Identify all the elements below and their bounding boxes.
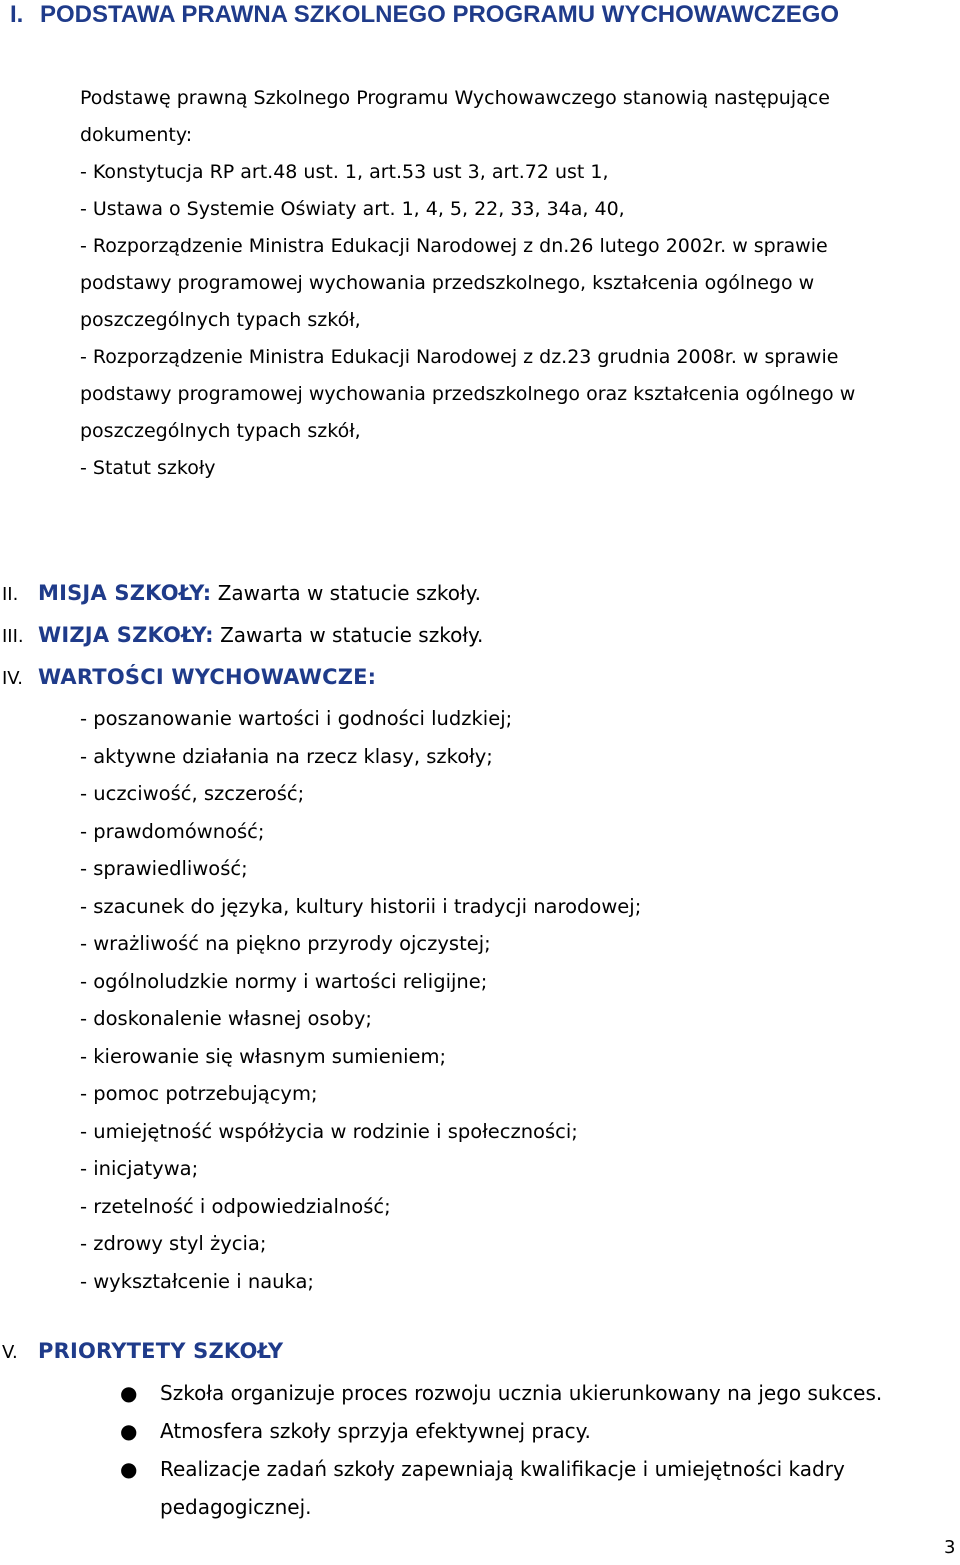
bullet-icon: ● bbox=[120, 1381, 138, 1405]
section-number: IV. bbox=[2, 668, 24, 689]
bullet-icon: ● bbox=[120, 1457, 138, 1481]
section-number: I. bbox=[10, 1, 24, 28]
list-item: - zdrowy styl życia; bbox=[80, 1232, 267, 1255]
section-text: Zawarta w statucie szkoły. bbox=[213, 623, 484, 647]
legal-basis-line: dokumenty: bbox=[80, 124, 193, 146]
section-values bbox=[2, 662, 942, 694]
list-item-text: Szkoła organizuje proces rozwoju ucznia ukierunkowany na jego sukces. bbox=[160, 1381, 883, 1405]
list-item: - prawdomówność; bbox=[80, 819, 265, 843]
list-item bbox=[120, 1374, 950, 1412]
section-vision bbox=[2, 620, 942, 652]
legal-basis-paragraph bbox=[80, 80, 950, 487]
list-item bbox=[120, 1412, 950, 1450]
list-item: - szacunek do języka, kultury historii i tradycji narodowej; bbox=[80, 894, 642, 918]
section-number: III. bbox=[2, 626, 24, 647]
legal-basis-line: podstawy programowej wychowania przedszkolnego, kształcenia ogólnego w bbox=[80, 272, 815, 294]
list-item-text: Realizacje zadań szkoły zapewniają kwalifikacje i umiejętności kadry bbox=[160, 1457, 845, 1481]
section-title: MISJA SZKOŁY: bbox=[38, 581, 212, 605]
list-item: - wrażliwość na piękno przyrody ojczystej; bbox=[80, 932, 491, 955]
legal-basis-line: poszczególnych typach szkół, bbox=[80, 420, 361, 442]
section-number: V. bbox=[2, 1342, 18, 1363]
list-item: - poszanowanie wartości i godności ludzkiej; bbox=[80, 707, 513, 730]
bullet-icon: ● bbox=[120, 1419, 138, 1443]
legal-basis-line: - Statut szkoły bbox=[80, 457, 216, 479]
section-heading-legal-basis bbox=[10, 0, 940, 30]
list-item-text: Atmosfera szkoły sprzyja efektywnej pracy. bbox=[160, 1419, 591, 1443]
section-text: Zawarta w statucie szkoły. bbox=[211, 581, 481, 605]
legal-basis-line: poszczególnych typach szkół, bbox=[80, 309, 361, 331]
list-item: - kierowanie się własnym sumieniem; bbox=[80, 1044, 447, 1068]
section-title: PRIORYTETY SZKOŁY bbox=[38, 1339, 284, 1363]
list-item: - ogólnoludzkie normy i wartości religijne; bbox=[80, 969, 488, 993]
list-item-text: pedagogicznej. bbox=[160, 1495, 312, 1519]
legal-basis-line: - Konstytucja RP art.48 ust. 1, art.53 ust 3, art.72 ust 1, bbox=[80, 161, 609, 183]
section-mission bbox=[2, 578, 942, 610]
legal-basis-line: - Ustawa o Systemie Oświaty art. 1, 4, 5, 22, 33, 34a, 40, bbox=[80, 198, 625, 220]
values-list bbox=[80, 700, 940, 1300]
list-item: - sprawiedliwość; bbox=[80, 857, 248, 880]
priorities-list bbox=[120, 1374, 950, 1526]
list-item bbox=[120, 1450, 950, 1526]
legal-basis-line: podstawy programowej wychowania przedszkolnego oraz kształcenia ogólnego w bbox=[80, 383, 856, 405]
section-title: PODSTAWA PRAWNA SZKOLNEGO PROGRAMU WYCHOWAWCZEGO bbox=[40, 1, 840, 28]
list-item: - inicjatywa; bbox=[80, 1157, 199, 1180]
legal-basis-line: - Rozporządzenie Ministra Edukacji Narodowej z dz.23 grudnia 2008r. w sprawie bbox=[80, 346, 839, 368]
section-number: II. bbox=[2, 584, 19, 605]
section-priorities bbox=[2, 1336, 942, 1368]
legal-basis-line: Podstawę prawną Szkolnego Programu Wychowawczego stanowią następujące bbox=[80, 87, 830, 109]
legal-basis-line: - Rozporządzenie Ministra Edukacji Narodowej z dn.26 lutego 2002r. w sprawie bbox=[80, 235, 828, 257]
list-item: - wykształcenie i nauka; bbox=[80, 1269, 314, 1293]
page-number: 3 bbox=[944, 1537, 956, 1558]
section-title: WARTOŚCI WYCHOWAWCZE: bbox=[38, 665, 377, 689]
list-item: - pomoc potrzebującym; bbox=[80, 1082, 318, 1105]
list-item: - rzetelność i odpowiedzialność; bbox=[80, 1194, 391, 1218]
list-item: - umiejętność współżycia w rodzinie i społeczności; bbox=[80, 1119, 578, 1143]
list-item: - doskonalenie własnej osoby; bbox=[80, 1007, 373, 1030]
section-title: WIZJA SZKOŁY: bbox=[38, 623, 214, 647]
list-item: - aktywne działania na rzecz klasy, szkoły; bbox=[80, 744, 493, 768]
list-item: - uczciwość, szczerość; bbox=[80, 782, 305, 805]
